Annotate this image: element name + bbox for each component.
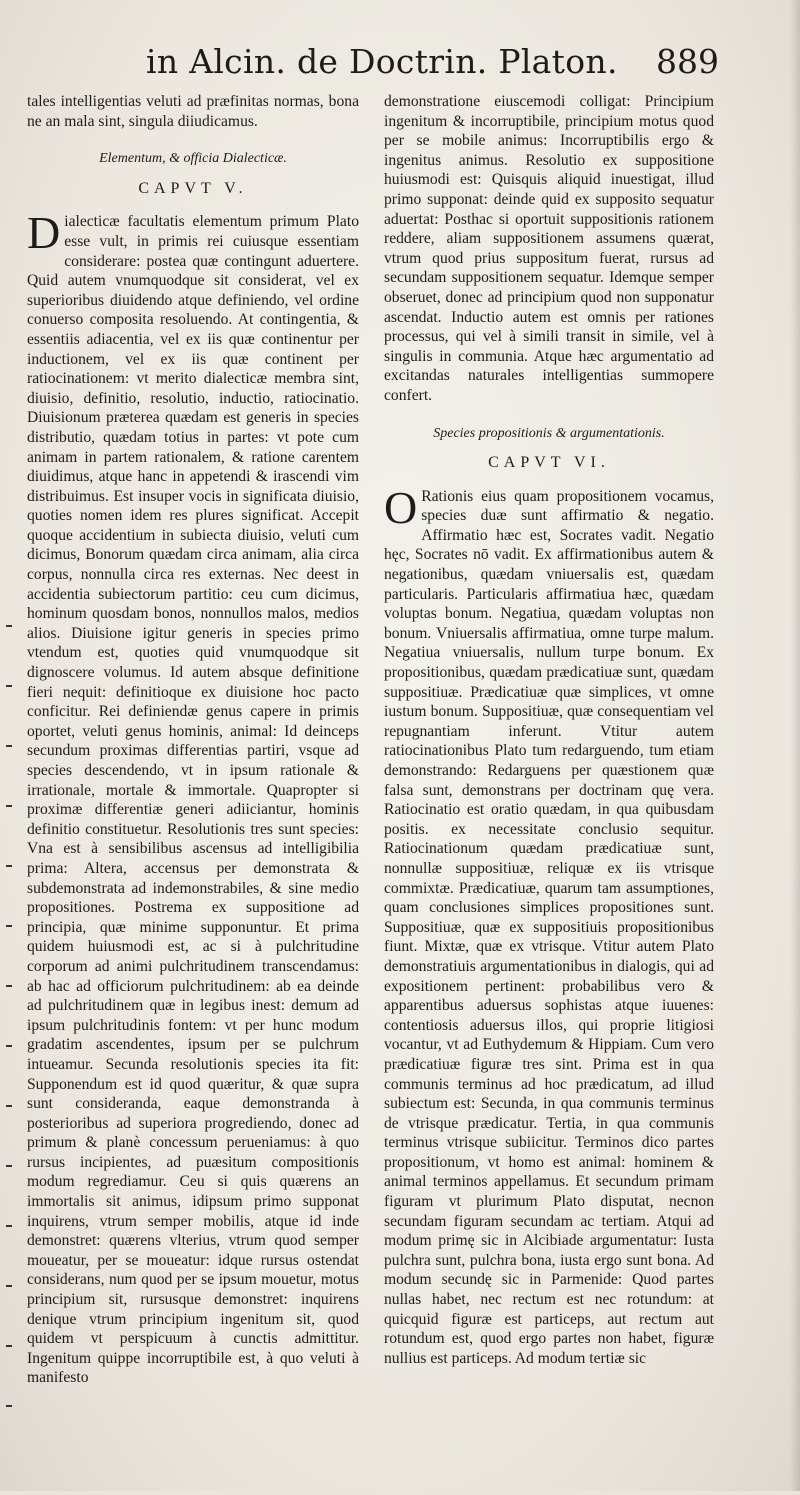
chapter-vi-text: Rationis eius quam propositionem vocamus, species duæ sunt affirmatio & negatio. Affirmatio hæc est, Socrates vadit. Negatio hęc, Socrates nō vadit. Ex affirmationibus autem & negationibus, quædam vniuersalis est, quædam particularis. Particularis affirmatiua hæc, quædam voluptas bonum. Negatiua, quædam voluptas non bonum. Vniuersalis affirmatiua, omne turpe malum. Negatiua vniuersalis, nullum turpe bonum. Ex propositionibus, quædam prædicatiuæ sunt, quædam suppositiuæ. Prædicatiuæ quæ simplices, vt omne iustum bonum. Suppositiuæ, quæ consequentiam vel repugnantiam inferunt. Vtitur autem ratiocinationibus Plato tum redarguendo, tum etiam demonstrando: Redarguens per quæstionem quæ falsa sunt, demonstrans per doctrinam quę vera. Ratiocinatio est oratio quædam, in qua quibusdam positis. ex necessitate conclusio sequitur. Ratiocinationum quædam prædicatiuæ sunt, nonnullæ suppositiuæ, reliquæ ex iis vtrisque commixtæ. Prædicatiuæ, quarum tam assumptiones, quam conclusiones simplices propositiones sunt. Suppositiuæ, quæ ex suppositiuis propositionibus fiunt. Mixtæ, quæ ex vtrisque. Vtitur autem Plato demonstratiuis argumentationibus in dialogis, qui ad expositionem pertinent: probabilibus vero & apparentibus aduersus sophistas atque iuuenes: contentiosis aduersus illos, qui proprie litigiosi vocantur, vt ad Euthydemum & Hippiam. Cum vero prædicatiuæ figuræ tres sint. Prima est in qua communis terminus ad hoc prædicatum, ad illud subiectum est: Secunda, in qua communis terminus de vtrisque prædicatur. Tertia, in qua communis terminus vtrisque subiicitur. Terminos dico partes propositionum, vt homo est animal: hominem & animal terminos appellamus. Et secundum primam figuram vt plurimum Plato disputat, necnon secundam figuram secundam ac tertiam. Atqui ad modum primę sic in Alcibiade argumentatur: Iusta pulchra sunt, pulchra bona, iusta ergo sunt bona. Ad modum secundę sic in Parmenide: Quod partes nullas habet, nec rectum est nec rotundum: at quicquid figuræ est particeps, aut rectum aut rotundum est, quod ergo partes non habet, figuræ nullius est particeps. Ad modum tertiæ sic — [384, 487, 714, 1367]
sidenote-right: Species propositionis & argumentationis. — [433, 425, 665, 441]
chapter-heading-vi: CAPVT VI. — [488, 454, 610, 472]
page-edge-shadow — [790, 0, 800, 1491]
opening-text: tales intelligentias veluti ad præfinitas normas, bona ne an mala sint, singula diiudicamus. — [27, 93, 359, 130]
sidenote-left: Elementum, & officia Dialecticæ. — [99, 151, 287, 167]
dropcap-d: D — [27, 207, 61, 259]
running-title: in Alcin. de Doctrin. Platon. — [146, 42, 618, 81]
continuation-text: demonstratione eiuscemodi colligat: Principium ingenitum & incorruptibile, principium motus quod per se mobile animus: Incorruptibilis ergo & ingenitus animus. Resolutio ex suppositione huiusmodi est: Quisquis aliquid inuestigat, illud primo supponat: deinde quid ex supposito sequatur aduertat: Posthac si oportuit suppositionis rationem reddere, aliam suppositionem assumens quærat, vtrum quod prius suppositum fuerat, rursus ad secundam suppositionem sequatur. Idemque semper obseruet, donec ad principium quod non supponatur ascendat. Inductio autem est omnis per rationes processus, qui vel à simili transit in simile, vel à singulis in communia. Atque hæc argumentatio ad excitandas naturales intelligentias summopere confert. — [384, 93, 714, 404]
page-header — [0, 40, 800, 90]
margin-marks — [6, 625, 14, 1495]
chapter-heading-v: CAPVT V. — [138, 179, 248, 197]
page-number: 889 — [656, 42, 719, 81]
left-column — [27, 92, 359, 1388]
chapter-v-body — [27, 207, 359, 1388]
dropcap-o: O — [384, 481, 418, 533]
right-column — [384, 92, 714, 1368]
chapter-vi-body — [384, 481, 714, 1369]
chapter-v-text: ialecticæ facultatis elementum primum Plato esse vult, in primis rei cuiusque essentiam considerare: postea quæ contingunt aduertere. Quid autem vnumquodque sit considerat, vel ex superioribus diuidendo atque definiendo, vel ordine conuerso composita resoluendo. At contingentia, & essentiis adiacentia, vel ex iis quæ continentur per inductionem, vel ex iis quæ continent per ratiocinationem: vt merito dialecticæ membra sint, diuisio, definitio, resolutio, inductio, ratiocinatio. Diuisionum præterea quædam est generis in species distributio, quædam totius in partes: vt pote cum animam in partem rationalem, & ratione carentem diuidimus, atque hanc in appetendi & irascendi vim distribuimus. Est insuper vocis in significata diuisio, quoties nomen idem res plures significat. Accepit quoque accidentium in subiecta diuisio, veluti cum dicimus, Bonorum quædam circa animam, alia circa corpus, nonnulla circa res externas. Nec deest in accidentia subiectorum partitio: ceu cum dicimus, hominum quosdam bonos, nonnullos malos, medios alios. Diuisione igitur generis in species primo vtendum est, quoties quid vnumquodque sit dignoscere volumus. Id autem absque definitione fieri nequit: definitioque ex diuisione hoc pacto conficitur. Rei definiendæ genus capere in primis oportet, veluti genus hominis, animal: Id deinceps secundum proximas differentias partiri, vsque ad species descendendo, vt in ipsum rationale & irrationale, mortale & immortale. Quapropter si proximæ differentiæ generi adiiciantur, hominis definitio constituetur. Resolutionis tres sunt species: Vna est à sensibilibus ascensus ad intelligibilia prima: Altera, accensus per demonstrata & subdemonstrata ad indemonstrabiles, & sine medio propositiones. Postrema ex suppositione ad principia, quæ minime supponuntur. Et prima quidem huiusmodi est, ac si à pulchritudine corporum ad animi pulchritudinem transcendamus: ab hac ad officiorum pulchritudinem: ab ea deinde ad pulchritudinem quæ in legibus inest: demum ad ipsum pulchritudinis fontem: vt per hunc modum gradatim ascendentes, ipsum per se pulchrum intueamur. Secunda resolutionis species ita fit: Supponendum est id quod quæritur, & quæ supra sunt consideranda, eaque demonstranda à posterioribus ad superiora progrediendo, donec ad primum & planè concessum perueniamus: à quo rursus incipientes, ad puæsitum compositionis modum regrediamur. Ceu si quis quærens an immortalis sit animus, idipsum primo supponat inquirens, vtrum semper mobilis, atque id inde demonstret: quærens vlterius, vtrum quod semper moueatur, per se moueatur: idque rursus ostendat considerans, num quod per se ipsum mouetur, motus principium sit, rursusque demonstret: inquirens denique vtrum principium ingenitum sit, quod quidem vt perspicuum à cunctis admittitur. Ingenitum quippe incorruptibile est, à quo veluti à manifesto — [27, 213, 359, 1387]
